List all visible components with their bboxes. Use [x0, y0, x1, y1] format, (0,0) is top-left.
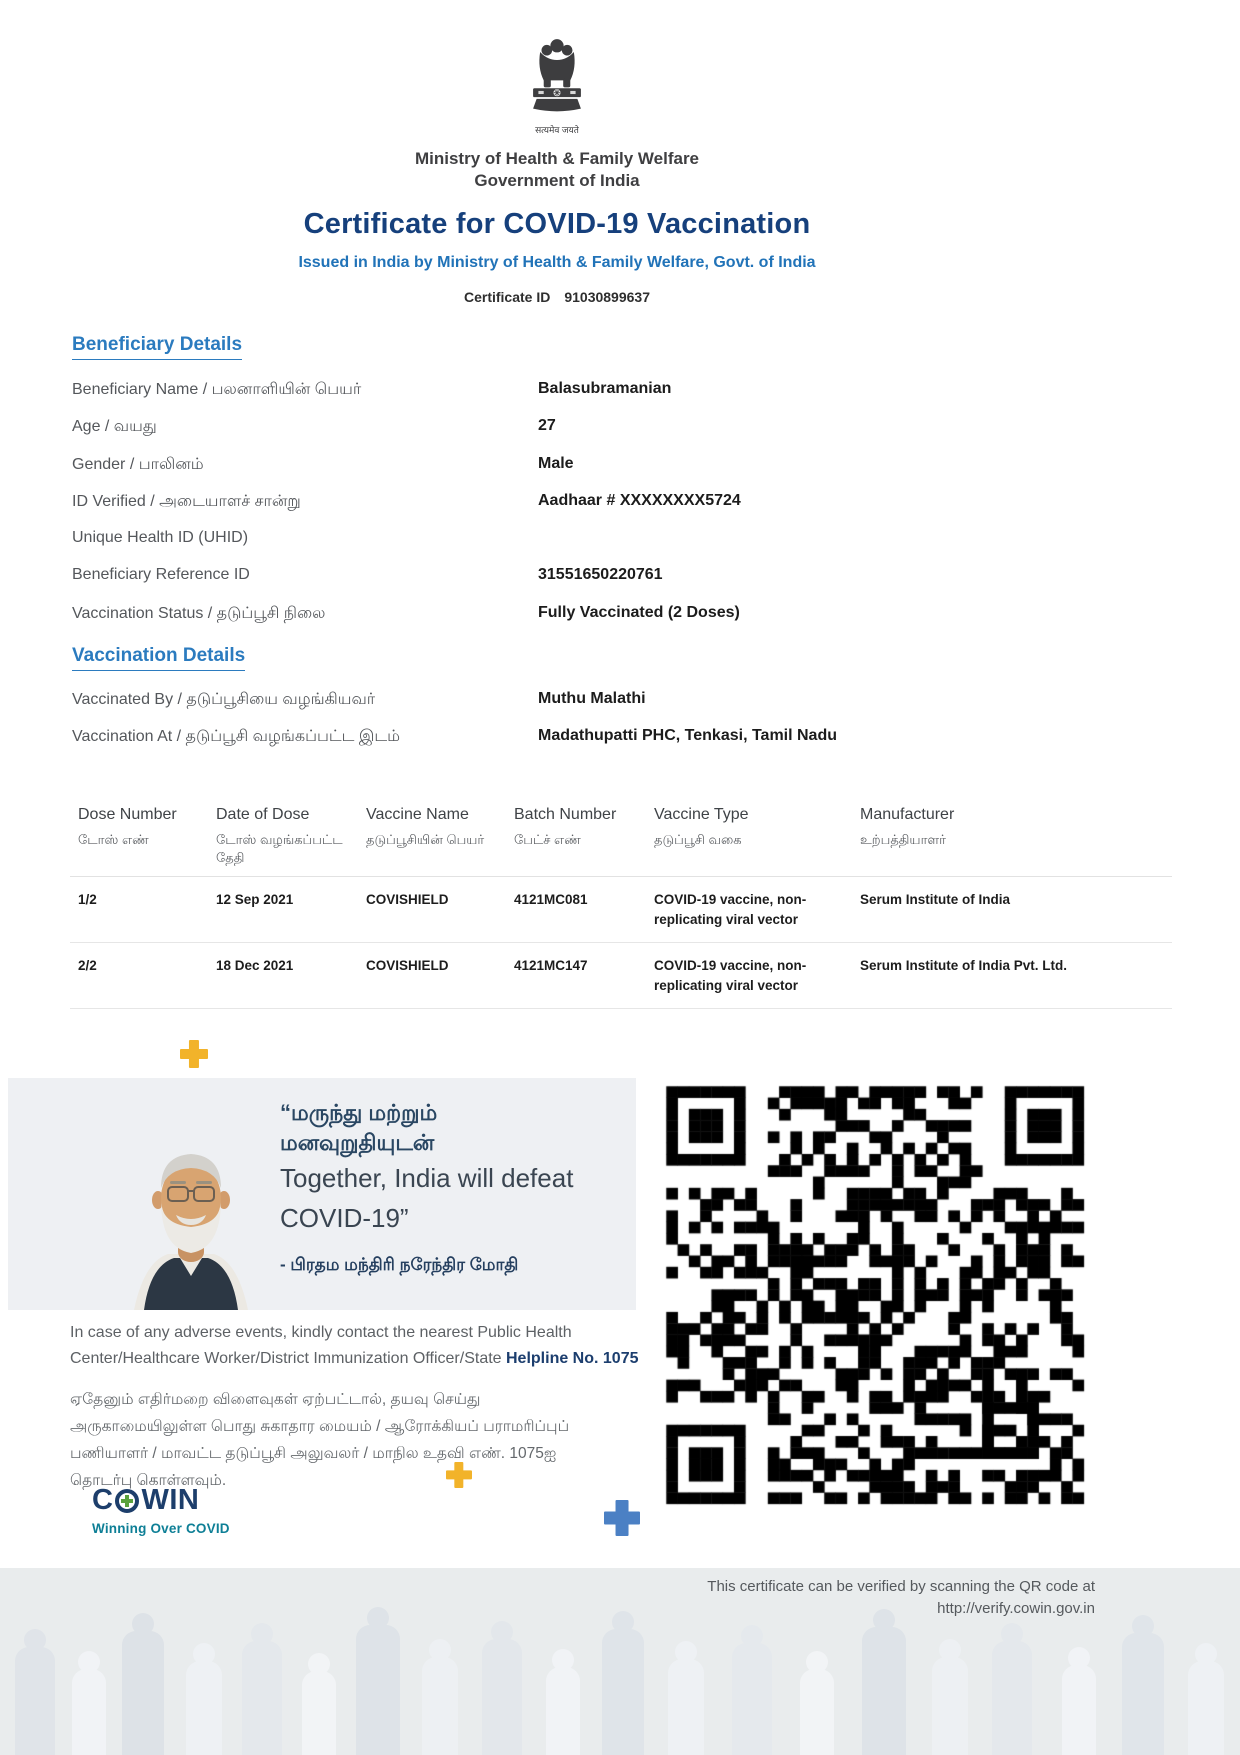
cell-batch: 4121MC081 [514, 892, 588, 908]
field-row-id-verified [72, 492, 1172, 529]
cowin-plus-circle-icon [115, 1489, 139, 1513]
crowd-figure [186, 1661, 222, 1755]
field-label: Gender / பாலினம் [72, 455, 204, 473]
field-value: Muthu Malathi [538, 690, 646, 707]
field-row-vaccination-at [72, 727, 1172, 764]
field-row-gender [72, 455, 1172, 492]
field-value: Male [538, 454, 574, 472]
beneficiary-details-heading: Beneficiary Details [72, 334, 242, 360]
quote-tamil-line1: “மருந்து மற்றும் [280, 1100, 438, 1125]
adverse-events-note-tamil: ஏதேனும் எதிர்மறை விளைவுகள் ஏற்பட்டால், தயவு செய்து அருகாமையிலுள்ள பொது சுகாதார மையம் / ஆரோக்கியப் பராமரிப்புப் பணியாளர் / மாவட்ட தடுப்பூசி அலுவலர் / மாநில உதவி எண். 1075ஐ தொடர்பு கொள்ளவும். [70, 1391, 570, 1489]
cell-batch: 4121MC147 [514, 958, 588, 974]
crowd-figure [242, 1641, 282, 1755]
crowd-figure [1062, 1665, 1096, 1755]
ministry-line1: Ministry of Health & Family Welfare [414, 149, 700, 168]
column-batch-number: Batch Number பேட்ச் எண் [514, 806, 617, 847]
certificate-title: Certificate for COVID-19 Vaccination [303, 208, 811, 240]
crowd-figure [800, 1669, 834, 1755]
crowd-figure [122, 1631, 164, 1755]
certificate-subtitle: Issued in India by Ministry of Health & Family Welfare, Govt. of India [298, 254, 816, 271]
field-label: Unique Health ID (UHID) [72, 529, 249, 547]
plus-decoration-icon [180, 1040, 208, 1068]
dose-table [70, 806, 1172, 1009]
field-label: Vaccination At / தடுப்பூசி வழங்கப்பட்ட இடம் [72, 728, 400, 746]
field-label: Vaccination Status / தடுப்பூசி நிலை [72, 604, 326, 622]
cowin-logo-c: C [92, 1484, 114, 1516]
pm-modi-portrait [116, 1126, 266, 1315]
verify-note [655, 1576, 1095, 1620]
cowin-tagline: Winning Over COVID [92, 1521, 230, 1536]
field-row-reference-id [72, 566, 1172, 603]
national-emblem-icon [526, 34, 588, 116]
column-date-of-dose: Date of Dose டோஸ் வழங்கப்பட்ட தேதி [216, 806, 343, 865]
field-value: Fully Vaccinated (2 Doses) [538, 603, 740, 621]
field-row-vaccination-status [72, 604, 1172, 641]
field-label: Beneficiary Reference ID [72, 566, 250, 584]
pm-quote [280, 1098, 573, 1273]
field-row-age [72, 417, 1172, 454]
column-vaccine-name: Vaccine Name தடுப்பூசியின் பெயர் [366, 806, 485, 847]
field-value: Aadhaar # XXXXXXXX5724 [538, 491, 741, 509]
crowd-figure [482, 1639, 522, 1755]
qr-code [655, 1075, 1095, 1515]
beneficiary-fields [72, 380, 1172, 641]
quote-attribution: - பிரதம மந்திரி நரேந்திர மோதி [280, 1255, 519, 1274]
ministry-header [0, 148, 1114, 193]
field-row-vaccinated-by [72, 690, 1172, 727]
field-row-uhid [72, 529, 1172, 566]
cell-date: 12 Sep 2021 [216, 892, 294, 908]
dose-row-1 [70, 877, 1172, 943]
crowd-figure [302, 1671, 336, 1755]
field-row-beneficiary-name [72, 380, 1172, 417]
field-value: Balasubramanian [538, 380, 672, 397]
cell-vaccine: COVISHIELD [366, 892, 449, 908]
field-value: Madathupatti PHC, Tenkasi, Tamil Nadu [538, 727, 837, 745]
column-manufacturer: Manufacturer உற்பத்தியாளர் [860, 806, 955, 847]
cell-vaccine: COVISHIELD [366, 958, 449, 974]
dose-table-header [70, 806, 1172, 877]
quote-tamil-line2: மனவுறுதியுடன் [280, 1130, 435, 1155]
cell-type: COVID-19 vaccine, non-replicating viral vector [654, 892, 807, 927]
field-label: Beneficiary Name / பலனாளியின் பெயர் [72, 381, 362, 398]
crowd-figure [992, 1641, 1032, 1755]
emblem-block [0, 34, 1114, 136]
verify-url[interactable]: http://verify.cowin.gov.in [937, 1600, 1095, 1617]
emblem-motto: सत्यमेव जयते [535, 125, 579, 135]
certificate-id-row [0, 289, 1114, 305]
adverse-text: In case of any adverse events, kindly contact the nearest Public Health Center/Healthcare Worker/District Immunization Officer/State [70, 1324, 572, 1367]
field-value: 31551650220761 [538, 566, 663, 584]
cell-manufacturer: Serum Institute of India Pvt. Ltd. [860, 958, 1068, 974]
field-label: ID Verified / அடையாளச் சான்று [72, 492, 301, 510]
field-value: 27 [538, 417, 556, 435]
vaccination-fields [72, 690, 1172, 765]
crowd-figure [546, 1667, 580, 1755]
plus-decoration-icon [604, 1500, 640, 1536]
crowd-figure [15, 1647, 55, 1755]
quote-english-line2: COVID-19” [280, 1203, 409, 1233]
certificate-id-label: Certificate ID [463, 289, 551, 305]
crowd-figure [1188, 1661, 1224, 1755]
crowd-figure [1122, 1633, 1164, 1755]
crowd-figure [862, 1627, 906, 1755]
crowd-figure [932, 1657, 968, 1755]
crowd-figure [422, 1657, 458, 1755]
column-vaccine-type: Vaccine Type தடுப்பூசி வகை [654, 806, 749, 847]
vaccination-details-heading: Vaccination Details [72, 645, 245, 671]
cell-dose: 2/2 [78, 958, 97, 974]
crowd-figure [72, 1669, 106, 1755]
field-label: Vaccinated By / தடுப்பூசியை வழங்கியவர் [72, 691, 376, 708]
field-label: Age / வயது [72, 418, 157, 436]
cowin-logo-win: WIN [141, 1484, 200, 1516]
quote-english-line1: Together, India will defeat [280, 1163, 574, 1193]
crowd-figure [668, 1659, 704, 1755]
cell-manufacturer: Serum Institute of India [860, 892, 1011, 908]
dose-row-2 [70, 943, 1172, 1009]
ministry-line2: Government of India [474, 171, 640, 191]
adverse-events-note [70, 1320, 662, 1372]
certificate-id-value: 91030899637 [564, 289, 650, 305]
crowd-figure [732, 1643, 772, 1755]
cell-date: 18 Dec 2021 [216, 958, 294, 974]
crowd-figure [356, 1625, 400, 1755]
cowin-logo [92, 1484, 230, 1536]
crowd-figure [602, 1629, 644, 1755]
column-dose-number: Dose Number டோஸ் எண் [78, 806, 177, 847]
verify-text: This certificate can be verified by scanning the QR code at [707, 1578, 1095, 1595]
cell-dose: 1/2 [78, 892, 97, 908]
helpline-number: Helpline No. 1075 [506, 1350, 639, 1367]
cell-type: COVID-19 vaccine, non-replicating viral vector [654, 958, 807, 993]
